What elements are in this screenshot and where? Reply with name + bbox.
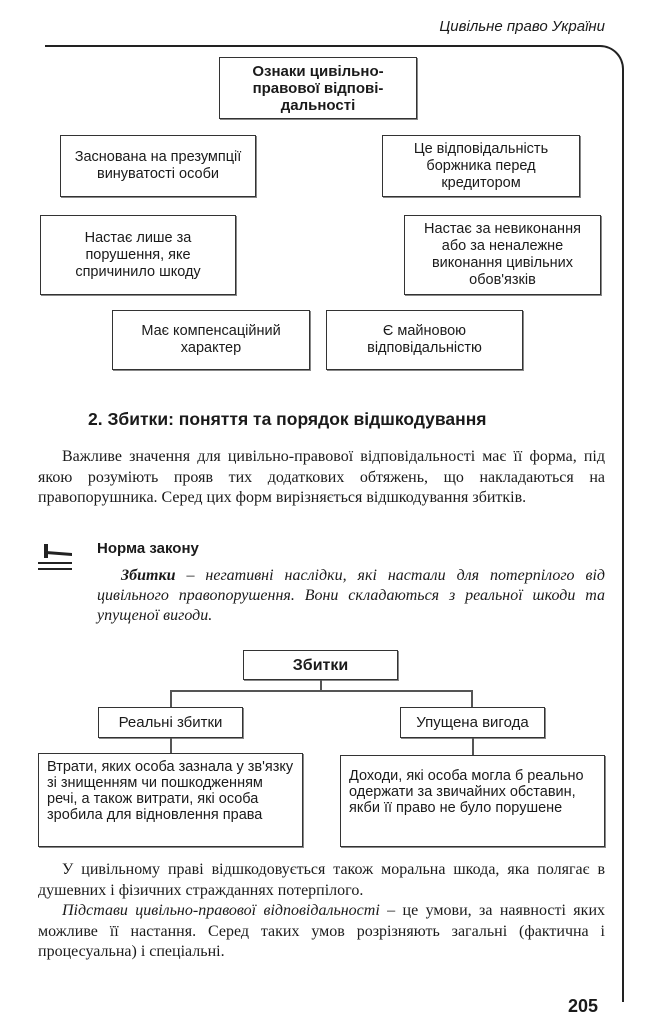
frame-right-rule <box>622 74 624 1002</box>
frame-corner <box>598 45 624 77</box>
norm-term: Збитки <box>121 567 176 584</box>
connector <box>170 690 172 707</box>
running-header: Цивільне право України <box>439 18 605 35</box>
norm-title: Норма закону <box>97 540 199 557</box>
scheme2-left-title: Реальні збитки <box>98 707 243 738</box>
gavel-icon <box>38 540 74 576</box>
scheme2-right-text: Доходи, які особа могла б реально одержати за звичайних обставин, якби її право не було порушене <box>340 755 605 847</box>
scheme2-left-text: Втрати, яких особа зазнала у зв'язку зі знищенням чи пошкодженням речі, а також витрати, які особа зробила для відновлення права <box>38 753 303 847</box>
scheme1-item: Настає лише за порушення, яке спричинило шкоду <box>40 215 236 295</box>
norm-definition: – негативні наслідки, які настали для потерпілого від цивільного правопорушення. Вони складаються з реальної шкоди та упущеної вигоди. <box>97 567 605 624</box>
scheme1-item: Має компенсаційний характер <box>112 310 310 370</box>
body-text <box>38 860 605 963</box>
connector <box>471 690 473 707</box>
scheme2-title: Збитки <box>243 650 398 680</box>
header-rule <box>45 45 598 47</box>
scheme1-item: Є майновою відповідальністю <box>326 310 523 370</box>
connector <box>472 738 474 755</box>
paragraph: Підстави цивільно-правової відповідальності – це умови, за наявності яких можливе її настання. Серед таких умов розрізняють загальні (фактична і процесуальна) і спеціальні. <box>38 902 605 960</box>
norm-text <box>97 566 605 626</box>
page-number: 205 <box>568 996 599 1016</box>
connector <box>170 738 172 753</box>
scheme1-item: Заснована на презумпції винуватості особи <box>60 135 256 197</box>
term: Підстави цивільно-правової відповідальності <box>62 902 380 919</box>
scheme1-title: Ознаки цивільно-правової відпові-дальності <box>219 57 417 119</box>
scheme2-right-title: Упущена вигода <box>400 707 545 738</box>
section-heading: 2. Збитки: поняття та порядок відшкодування <box>88 409 487 429</box>
scheme1-item: Це відповідальність боржника перед кредитором <box>382 135 580 197</box>
paragraph: Важливе значення для цивільно-правової відповідальності має її форма, під якою розуміють прояв тих додаткових обтяжень, що накладаються на правопорушника. Серед цих форм вирізняється відшкодування збитків. <box>38 448 605 506</box>
connector <box>320 680 322 690</box>
connector <box>170 690 472 692</box>
scheme1-item: Настає за невиконання або за неналежне виконання цивільних обов'язків <box>404 215 601 295</box>
paragraph: У цивільному праві відшкодовується також моральна шкода, яка полягає в душевних і фізичних стражданнях потерпілого. <box>38 861 605 899</box>
